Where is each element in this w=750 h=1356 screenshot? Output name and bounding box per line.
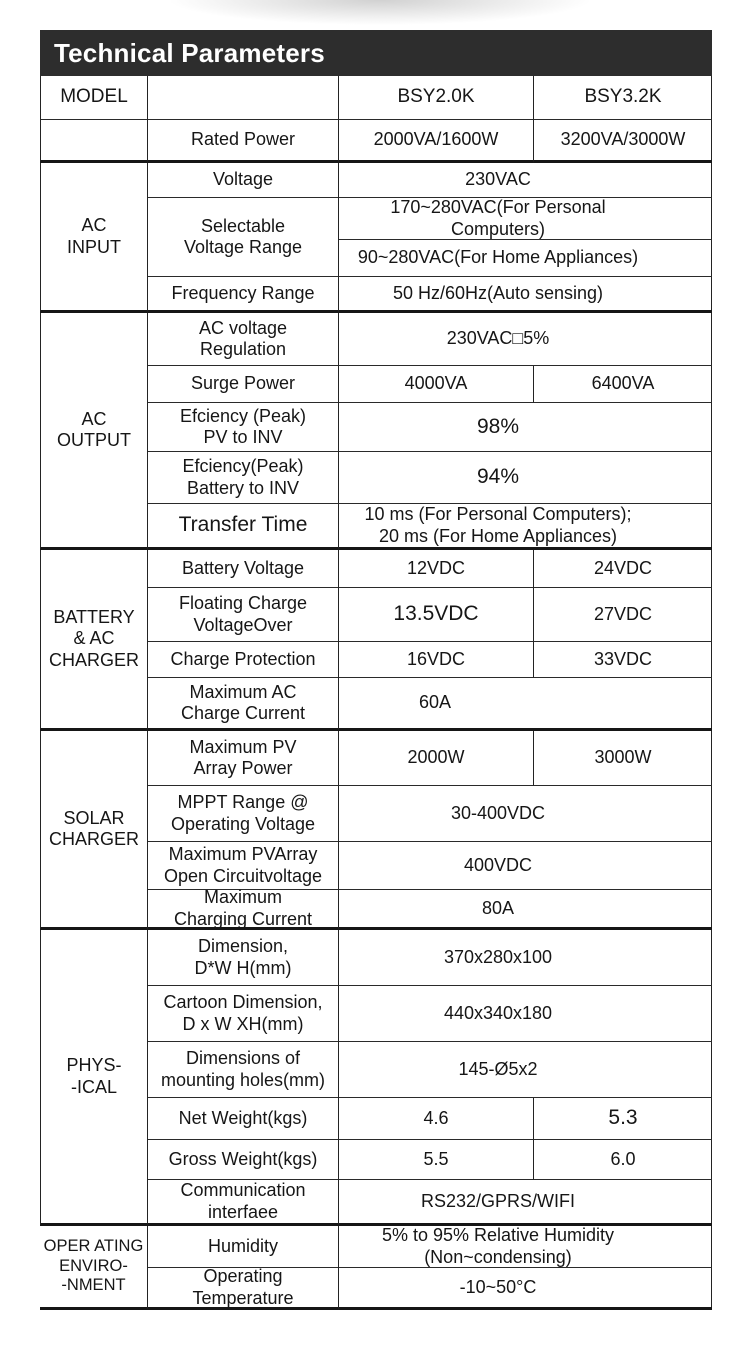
param-rated-power: Rated Power <box>148 120 339 163</box>
table-title: Technical Parameters <box>54 37 325 68</box>
value-max-pv-array-power-bsy32k: 3000W <box>534 731 712 786</box>
value-ac-voltage-regulation: 230VAC□5% <box>339 313 712 366</box>
value-mppt-range: 30-400VDC <box>339 786 712 842</box>
param-transfer-time: Transfer Time <box>148 504 339 550</box>
param-gross-weight: Gross Weight(kgs) <box>148 1140 339 1180</box>
section-label-ac-output: AC OUTPUT <box>40 313 148 550</box>
section-label-solar-charger: SOLAR CHARGER <box>40 731 148 930</box>
value-humidity: 5% to 95% Relative Humidity (Non~condensing) <box>339 1226 712 1268</box>
value-carton-dimension: 440x340x180 <box>339 986 712 1042</box>
param-charge-protection: Charge Protection <box>148 642 339 678</box>
value-mounting-holes: 145-Ø5x2 <box>339 1042 712 1098</box>
value-voltage-range-pc: 170~280VAC(For Personal Computers) <box>339 198 712 240</box>
value-frequency-range: 50 Hz/60Hz(Auto sensing) <box>339 277 712 313</box>
section-label-physical: PHYS- -ICAL <box>40 930 148 1226</box>
technical-parameters-panel <box>40 30 712 1310</box>
value-gross-weight-bsy20k: 5.5 <box>339 1140 534 1180</box>
value-charge-protection-bsy32k: 33VDC <box>534 642 712 678</box>
param-battery-voltage: Battery Voltage <box>148 550 339 588</box>
value-max-charging-current: 80A <box>339 890 712 930</box>
value-max-ac-charge-current: 60A <box>339 678 712 731</box>
section-empty-cell <box>40 120 148 163</box>
technical-parameters-table <box>40 76 712 1310</box>
param-floating-charge-voltage: Floating Charge VoltageOver <box>148 588 339 642</box>
param-max-pv-array-power: Maximum PV Array Power <box>148 731 339 786</box>
value-transfer-time: 10 ms (For Personal Computers); 20 ms (For Home Appliances) <box>339 504 712 550</box>
value-max-pv-array-power-bsy20k: 2000W <box>339 731 534 786</box>
section-label-ac-input: AC INPUT <box>40 163 148 313</box>
value-efficiency-pv-to-inv: 98% <box>339 403 712 452</box>
model-name-bsy32k: BSY3.2K <box>534 76 712 120</box>
table-header-bar <box>40 30 712 76</box>
param-max-charging-current: Maximum Charging Current <box>148 890 339 930</box>
value-floating-charge-bsy32k: 27VDC <box>534 588 712 642</box>
value-rated-power-bsy20k: 2000VA/1600W <box>339 120 534 163</box>
value-max-pv-open-circuit-voltage: 400VDC <box>339 842 712 890</box>
value-charge-protection-bsy20k: 16VDC <box>339 642 534 678</box>
value-efficiency-battery-to-inv: 94% <box>339 452 712 504</box>
value-voltage: 230VAC <box>339 163 712 198</box>
param-max-pv-open-circuit-voltage: Maximum PVArray Open Circuitvoltage <box>148 842 339 890</box>
value-surge-power-bsy32k: 6400VA <box>534 366 712 403</box>
model-name-bsy20k: BSY2.0K <box>339 76 534 120</box>
model-header-cell: MODEL <box>40 76 148 120</box>
param-voltage: Voltage <box>148 163 339 198</box>
value-communication-interface: RS232/GPRS/WIFI <box>339 1180 712 1226</box>
value-floating-charge-bsy20k: 13.5VDC <box>339 588 534 642</box>
param-mppt-range: MPPT Range @ Operating Voltage <box>148 786 339 842</box>
section-label-battery-ac-charger: BATTERY & AC CHARGER <box>40 550 148 731</box>
value-surge-power-bsy20k: 4000VA <box>339 366 534 403</box>
param-efficiency-pv-to-inv: Efciency (Peak) PV to INV <box>148 403 339 452</box>
value-rated-power-bsy32k: 3200VA/3000W <box>534 120 712 163</box>
value-voltage-range-home: 90~280VAC(For Home Appliances) <box>339 240 712 277</box>
param-frequency-range: Frequency Range <box>148 277 339 313</box>
value-battery-voltage-bsy32k: 24VDC <box>534 550 712 588</box>
param-dimension: Dimension, D*W H(mm) <box>148 930 339 986</box>
param-selectable-voltage-range: Selectable Voltage Range <box>148 198 339 277</box>
value-operating-temperature: -10~50°C <box>339 1268 712 1310</box>
param-carton-dimension: Cartoon Dimension, D x W XH(mm) <box>148 986 339 1042</box>
param-efficiency-battery-to-inv: Efciency(Peak) Battery to INV <box>148 452 339 504</box>
section-label-operating-environment: OPER ATING ENVIRO- -NMENT <box>40 1226 148 1310</box>
param-surge-power: Surge Power <box>148 366 339 403</box>
param-ac-voltage-regulation: AC voltage Regulation <box>148 313 339 366</box>
param-net-weight: Net Weight(kgs) <box>148 1098 339 1140</box>
value-battery-voltage-bsy20k: 12VDC <box>339 550 534 588</box>
value-gross-weight-bsy32k: 6.0 <box>534 1140 712 1180</box>
value-dimension: 370x280x100 <box>339 930 712 986</box>
value-net-weight-bsy20k: 4.6 <box>339 1098 534 1140</box>
param-communication-interface: Communication interfaee <box>148 1180 339 1226</box>
param-operating-temperature: Operating Temperature <box>148 1268 339 1310</box>
value-net-weight-bsy32k: 5.3 <box>534 1098 712 1140</box>
model-empty-cell <box>148 76 339 120</box>
param-max-ac-charge-current: Maximum AC Charge Current <box>148 678 339 731</box>
param-mounting-holes: Dimensions of mounting holes(mm) <box>148 1042 339 1098</box>
top-image-shadow <box>160 0 600 26</box>
param-humidity: Humidity <box>148 1226 339 1268</box>
